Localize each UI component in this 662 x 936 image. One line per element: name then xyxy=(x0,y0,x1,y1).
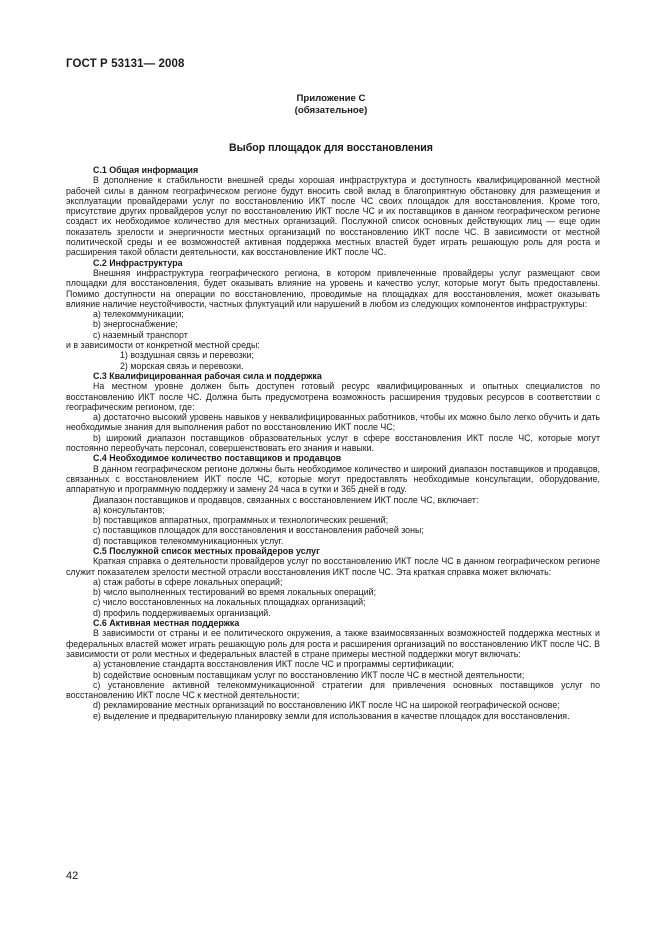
page-number: 42 xyxy=(66,870,79,882)
body-paragraph: В дополнение к стабильности внешней среды хорошая инфраструктура и доступность квалифицированной местной рабочей силы в данном географическом регионе будут вносить свой вклад в благоприятную обстановку для размещения и эксплуатации провайдерами услуг по восстановлению ИКТ после ЧС своих площадок для восстановления. Кроме того, присутствие других провайдеров услуг по восстановлению ИКТ после ЧС и их поставщиков в данном географическом регионе создаст их необходимое количество для местных организаций. Послужной список основных действующих лиц — еще один показатель зрелости и энергичности местных организаций по восстановлению ИКТ после ЧС. В зависимости от местной политической среды и ее возможностей активная поддержка местных властей будет играть решающую роль для роста и расширения такой области деятельности, как восстановление ИКТ после ЧС. xyxy=(66,175,600,258)
body-paragraph: На местном уровне должен быть доступен готовый ресурс квалифицированных и опытных специалистов по восстановлению ИКТ после ЧС. Должна быть предусмотрена возможность расширения трудовых ресурсов в соответствии с географическим регионом, где: xyxy=(66,381,600,412)
list-item: b) содействие основным поставщикам услуг по восстановлению ИКТ после ЧС в местной деятельности; xyxy=(93,669,525,680)
section-heading: С.4 Необходимое количество поставщиков и продавцов xyxy=(93,453,342,464)
list-item: 2) морская связь и перевозки. xyxy=(120,360,244,371)
list-item: а) стаж работы в сфере локальных операций; xyxy=(93,576,283,587)
section-heading: С.2 Инфраструктура xyxy=(93,257,183,268)
body-paragraph: Краткая справка о деятельности провайдеров услуг по восстановлению ИКТ после ЧС в данном географическом регионе служит показателем зрелости местной отрасли восстановления ИКТ после ЧС. Эта краткая справка может включать: xyxy=(66,556,600,577)
body-paragraph: d) рекламирование местных организаций по восстановлению ИКТ после ЧС на широкой географической основе; xyxy=(93,700,560,711)
body-paragraph: b) широкий диапазон поставщиков образовательных услуг в сфере восстановления ИКТ после ЧС, которые могут постоянно переобучать персонал, совершенствовать его знания и навыки. xyxy=(66,432,600,454)
list-item: Диапазон поставщиков и продавцов, связанных с восстановлением ИКТ после ЧС, включает: xyxy=(93,494,479,505)
section-heading: С.1 Общая информация xyxy=(93,165,199,175)
list-item: b) энергоснабжение; xyxy=(93,319,178,330)
document-body xyxy=(66,165,600,721)
list-item: с) поставщиков площадок для восстановления и восстановления рабочей зоны; xyxy=(93,525,424,536)
body-paragraph: а) достаточно высокий уровень навыков у неквалифицированных работников, чтобы их можно было легко обучить и дать необходимые знания для выполнения работ по восстановлению ИКТ после ЧС; xyxy=(66,412,600,433)
document-title: Выбор площадок для восстановления xyxy=(229,142,433,154)
list-item: b) поставщиков аппаратных, программных и технологических решений; xyxy=(93,515,389,526)
list-item: а) установление стандарта восстановления ИКТ после ЧС и программы сертификации; xyxy=(93,659,454,670)
list-item: d) профиль поддерживаемых организаций. xyxy=(93,607,271,618)
body-paragraph: В зависимости от страны и ее политического окружения, а также взаимосвязанных возможностей поддержка местных и федеральных властей может играть решающую роль для роста и расширения организаций по восстановлению ИКТ после ЧС. В зависимости от роли местных и федеральных властей в стране примеры местной поддержки могут включать: xyxy=(66,628,600,659)
list-item: d) поставщиков телекоммуникационных услуг. xyxy=(93,535,284,546)
appendix-title: Приложение С xyxy=(296,93,366,104)
list-item: 1) воздушная связь и перевозки; xyxy=(120,350,254,361)
section-heading: С.6 Активная местная поддержка xyxy=(93,618,240,629)
body-paragraph: с) установление активной телекоммуникационной стратегии для привлечения основных поставщиков услуг по восстановлению ИКТ после ЧС к местной деятельности; xyxy=(66,679,600,701)
list-item: с) число восстановленных на локальных площадках организаций; xyxy=(93,597,366,608)
section-heading: С.5 Послужной список местных провайдеров услуг xyxy=(93,545,320,556)
list-item: с) наземный транспорт xyxy=(93,329,188,340)
list-item: b) число выполненных тестирований во время локальных операций; xyxy=(93,587,377,598)
list-item: а) консультантов; xyxy=(93,504,165,515)
list-item: и в зависимости от конкретной местной среды: xyxy=(66,340,260,351)
document-header: ГОСТ Р 53131— 2008 xyxy=(66,58,185,70)
body-paragraph: В данном географическом регионе должны быть необходимое количество и широкий диапазон поставщиков и продавцов, связанных с восстановлением ИКТ после ЧС, которые могут предоставлять необходимые консультации, оборудование, аппаратную и программную поддержку и замену 24 часа в сутки и 365 дней в году. xyxy=(66,463,600,495)
section-heading: С.3 Квалифицированная рабочая сила и поддержка xyxy=(93,370,322,381)
body-paragraph: е) выделение и предварительную планировку земли для использования в качестве площадок для восстановления. xyxy=(93,710,570,721)
list-item: а) телекоммуникации; xyxy=(93,309,184,320)
body-paragraph: Внешняя инфраструктура географического региона, в котором привлеченные провайдеры услуг размещают свои площадки для восстановления, будет оказывать влияние на уровень и качество услуг, которые могут быть предоставлены. Помимо доступности на операции по восстановлению, проводимые на площадках для восстановления, может оказывать влияние наличие неустойчивости, частных флуктуаций или нарушений в любом из следующих компонентов инфраструктуры: xyxy=(66,267,600,309)
appendix-note: (обязательное) xyxy=(294,105,368,116)
